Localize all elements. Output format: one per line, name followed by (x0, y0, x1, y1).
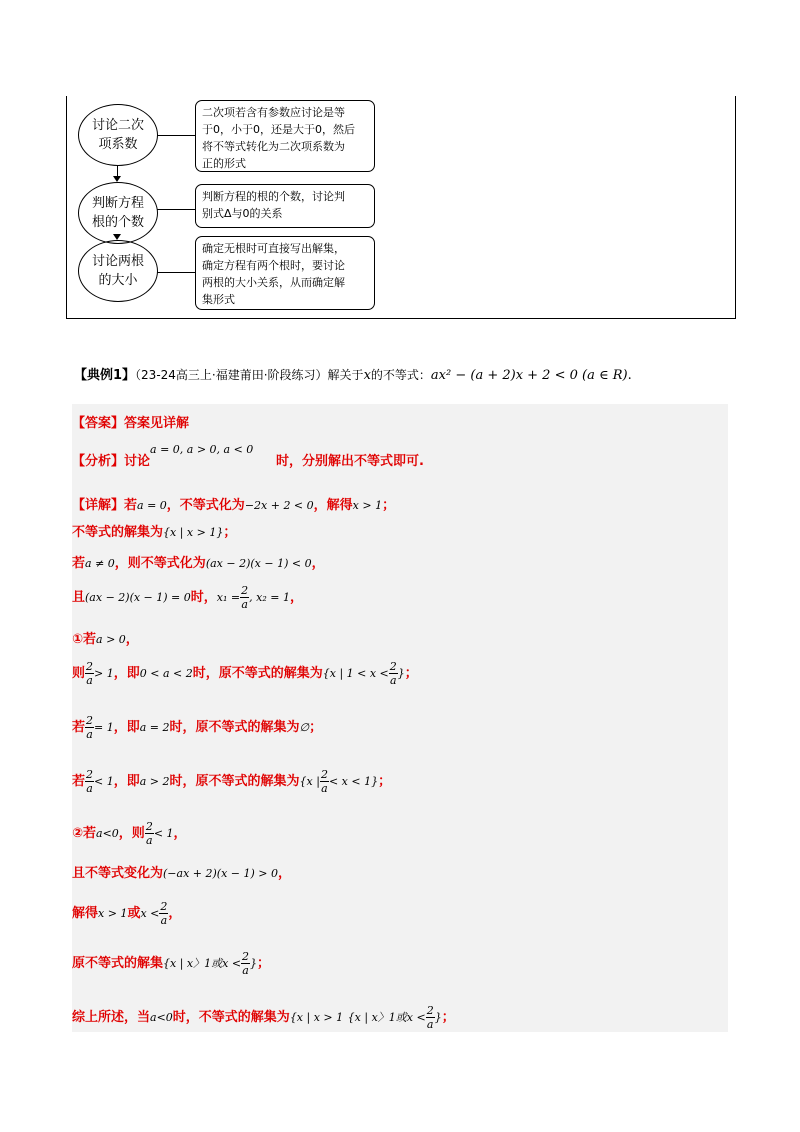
flow-detail-coefficient (195, 100, 375, 172)
text-solution-l3m2: (ax − 2)(x − 1) < 0 (205, 557, 312, 570)
text-flowchart-steps-0-detail_lines-0: 二次项若含有参数应讨论是等 (202, 106, 345, 119)
text-solution-l10a: 且不等式变化为 (72, 866, 164, 881)
summary-table-frame (66, 96, 736, 319)
text-solution-l13num: 2 (426, 1004, 434, 1017)
text-solution-l4num: 2 (241, 584, 249, 597)
example-source: （23-24高三上·福建莆田·阶段练习） (135, 368, 328, 382)
text-solution-l6d: ； (404, 666, 418, 681)
flow-connector-3 (157, 272, 195, 273)
text-solution-l5b: ， (125, 632, 139, 647)
text-solution-l6b: ，即 (113, 666, 140, 681)
text-solution-l8d: ； (378, 774, 392, 789)
text-solution-l6m1: > 1 (94, 667, 114, 680)
example-tag: 【典例1】 (74, 368, 136, 383)
text-solution-l3c: ， (311, 556, 325, 571)
text-flowchart-steps-2-detail_lines-1: 确定方程有两个根时，要讨论 (202, 259, 345, 272)
text-solution-l11m2: x < (140, 907, 160, 920)
text-solution-l7d: ； (309, 720, 323, 735)
text-solution-l4b: 时， (190, 590, 217, 605)
text-solution-l8b: ，即 (113, 774, 140, 789)
detail-line-7 (72, 714, 322, 741)
detail-line-5 (72, 628, 139, 647)
text-example-var: x (363, 368, 371, 383)
text-solution-l11den: a (160, 914, 168, 927)
text-solution-analysis_b: 时，分别解出不等式即可. (275, 454, 424, 469)
text-solution-l6num2: 2 (389, 660, 397, 673)
analysis-line (72, 443, 424, 469)
text-solution-l10m: (−ax + 2)(x − 1) > 0 (163, 867, 278, 880)
text-solution-l12num: 2 (242, 950, 250, 963)
text-solution-l13m4: } (434, 1011, 442, 1024)
detail-line-12 (72, 950, 270, 977)
text-flowchart-steps-1-node_lines-0: 判断方程 (91, 196, 144, 211)
text-solution-l9m2: < 1 (153, 827, 174, 840)
text-solution-l13m3: {x | x〉1或x < (347, 1011, 426, 1024)
text-solution-l10b: ， (278, 866, 292, 881)
detail-line-10 (72, 862, 291, 881)
detail-line-3 (72, 552, 325, 571)
text-solution-l1m3: x > 1 (352, 499, 383, 512)
text-flowchart-steps-0-detail_lines-3: 正的形式 (202, 157, 246, 170)
flow-node-discuss-coefficient (78, 104, 158, 166)
flow-connector-1 (157, 135, 195, 136)
text-solution-l4m2: x₁ = (216, 591, 241, 604)
text-solution-l4c: ， (289, 590, 303, 605)
detail-line-4 (72, 584, 303, 611)
text-flowchart-steps-2-node_lines-0: 讨论两根 (91, 254, 144, 269)
text-solution-l6c: 时，原不等式的解集为 (192, 666, 323, 681)
text-solution-l11b: 或 (127, 906, 141, 921)
text-solution-l11c: ， (168, 906, 182, 921)
text-solution-l7m2: a = 2 (139, 721, 170, 734)
text-solution-l1d: ； (382, 498, 396, 513)
text-solution-l6m3: {x | 1 < x < (322, 667, 389, 680)
text-solution-l7m3: ∅ (299, 721, 310, 734)
text-solution-l9c: ， (173, 826, 187, 841)
text-solution-l7a: 若 (72, 720, 86, 735)
text-solution-l8den2: a (321, 782, 328, 795)
text-solution-l5a: ①若 (72, 632, 97, 647)
text-solution-l8m3: {x | (299, 775, 320, 788)
text-flowchart-steps-0-detail_lines-2: 将不等式转化为二次项系数为 (202, 140, 345, 153)
text-solution-analysis_m: a = 0, a > 0, a < 0 (150, 443, 254, 456)
detail-line-9 (72, 820, 187, 847)
text-solution-l7num: 2 (86, 714, 94, 727)
text-solution-l8a: 若 (72, 774, 86, 789)
text-example-end: . (627, 368, 632, 383)
text-solution-l4m1: (ax − 2)(x − 1) = 0 (85, 591, 191, 604)
text-flowchart-steps-2-detail_lines-3: 集形式 (202, 293, 235, 306)
text-solution-l1c: ，解得 (313, 498, 353, 513)
solution-panel (72, 404, 728, 1032)
text-solution-l11a: 解得 (72, 906, 99, 921)
text-solution-l13c: ； (441, 1010, 455, 1025)
text-solution-l2b: ； (223, 525, 237, 540)
flow-connector-2 (157, 209, 195, 210)
text-flowchart-steps-1-detail_lines-0: 判断方程的根的个数，讨论判 (202, 190, 345, 203)
text-flowchart-steps-0-node_lines-1: 项系数 (98, 137, 138, 152)
text-solution-l1b: ，不等式化为 (166, 498, 245, 513)
text-solution-l8den: a (86, 782, 93, 795)
flow-arrowhead-2 (113, 234, 121, 240)
text-solution-l8num2: 2 (320, 768, 328, 781)
text-solution-l11num: 2 (160, 900, 168, 913)
text-solution-l8c: 时，原不等式的解集为 (169, 774, 300, 789)
text-solution-l7c: 时，原不等式的解集为 (169, 720, 300, 735)
text-solution-l6a: 则 (72, 666, 86, 681)
text-solution-l4m3: , x₂ = 1 (249, 591, 290, 604)
text-solution-l1a: 【详解】若 (72, 498, 138, 513)
text-solution-l13den: a (426, 1018, 434, 1031)
text-solution-l8num: 2 (86, 768, 94, 781)
text-solution-l13m2: {x | x > 1 (289, 1011, 344, 1024)
text-solution-l12den: a (242, 964, 249, 977)
text-solution-l3a: 若 (72, 556, 86, 571)
detail-line-2 (72, 521, 236, 540)
text-flowchart-steps-1-node_lines-1: 根的个数 (91, 215, 144, 230)
text-example-prompt: 解关于 (327, 368, 364, 382)
text-solution-l12m1: {x | x〉1或x < (163, 957, 242, 970)
text-solution-l1m1: a = 0 (137, 499, 167, 512)
text-solution-l7m1: = 1 (94, 721, 114, 734)
text-solution-l12a: 原不等式的解集 (72, 956, 164, 971)
text-solution-l9num: 2 (145, 820, 153, 833)
text-solution-l9m1: a<0 (96, 827, 119, 840)
example-inequality: ax² − (a + 2)x + 2 < 0 (a ∈ R) (430, 368, 628, 383)
text-solution-l13a: 综上所述，当 (72, 1010, 151, 1025)
detail-line-8 (72, 768, 391, 795)
text-solution-l1m2: −2x + 2 < 0 (244, 499, 314, 512)
text-flowchart-steps-2-detail_lines-0: 确定无根时可直接写出解集， (202, 242, 345, 255)
text-example-prompt2: 的不等式： (370, 368, 431, 382)
text-flowchart-steps-2-node_lines-1: 的大小 (98, 273, 138, 288)
text-solution-l9b: ，则 (118, 826, 145, 841)
answer-line: 【答案】答案见详解 (72, 416, 190, 431)
text-solution-l9den: a (146, 834, 153, 847)
text-solution-l2m: {x | x > 1} (163, 526, 224, 539)
text-solution-analysis_a: 【分析】讨论 (72, 454, 151, 469)
text-flowchart-steps-1-detail_lines-1: 别式Δ与0的关系 (202, 207, 283, 220)
text-solution-l13b: 时，不等式的解集为 (172, 1010, 290, 1025)
text-solution-l12m2: } (250, 957, 258, 970)
text-solution-l11m1: x > 1 (98, 907, 128, 920)
text-solution-l5m: a > 0 (96, 633, 126, 646)
text-solution-l6den: a (86, 674, 93, 687)
flow-detail-compare (195, 236, 375, 310)
text-solution-l2a: 不等式的解集为 (72, 525, 164, 540)
text-solution-l8m4: < x < 1} (328, 775, 379, 788)
text-solution-l7b: ，即 (113, 720, 140, 735)
text-solution-l8m2: a > 2 (139, 775, 170, 788)
detail-line-13 (72, 1004, 455, 1031)
flow-arrowhead-1 (113, 176, 121, 182)
text-solution-l7den: a (86, 728, 93, 741)
text-solution-l13m1: a<0 (150, 1011, 173, 1024)
text-flowchart-steps-2-detail_lines-2: 两根的大小关系，从而确定解 (202, 276, 345, 289)
detail-line-1 (72, 494, 395, 513)
text-solution-l6den2: a (390, 674, 397, 687)
text-flowchart-steps-0-detail_lines-1: 于0，小于0，还是大于0，然后 (202, 123, 355, 136)
text-solution-l4a: 且 (72, 590, 86, 605)
text-flowchart-steps-0-node_lines-0: 讨论二次 (91, 118, 144, 133)
detail-line-6 (72, 660, 418, 687)
text-solution-l6num: 2 (86, 660, 94, 673)
text-solution-l12b: ； (257, 956, 271, 971)
flow-node-compare-roots (78, 240, 158, 302)
text-solution-l3b: ，则不等式化为 (114, 556, 206, 571)
text-solution-l3m1: a ≠ 0 (85, 557, 115, 570)
text-solution-l9a: ②若 (72, 826, 97, 841)
detail-line-11 (72, 900, 181, 927)
text-solution-l6m4: } (397, 667, 405, 680)
text-solution-l4den: a (241, 598, 248, 611)
text-solution-l8m1: < 1 (94, 775, 114, 788)
text-solution-l6m2: 0 < a < 2 (139, 667, 193, 680)
example-statement (74, 364, 632, 383)
flow-detail-roots (195, 184, 375, 228)
